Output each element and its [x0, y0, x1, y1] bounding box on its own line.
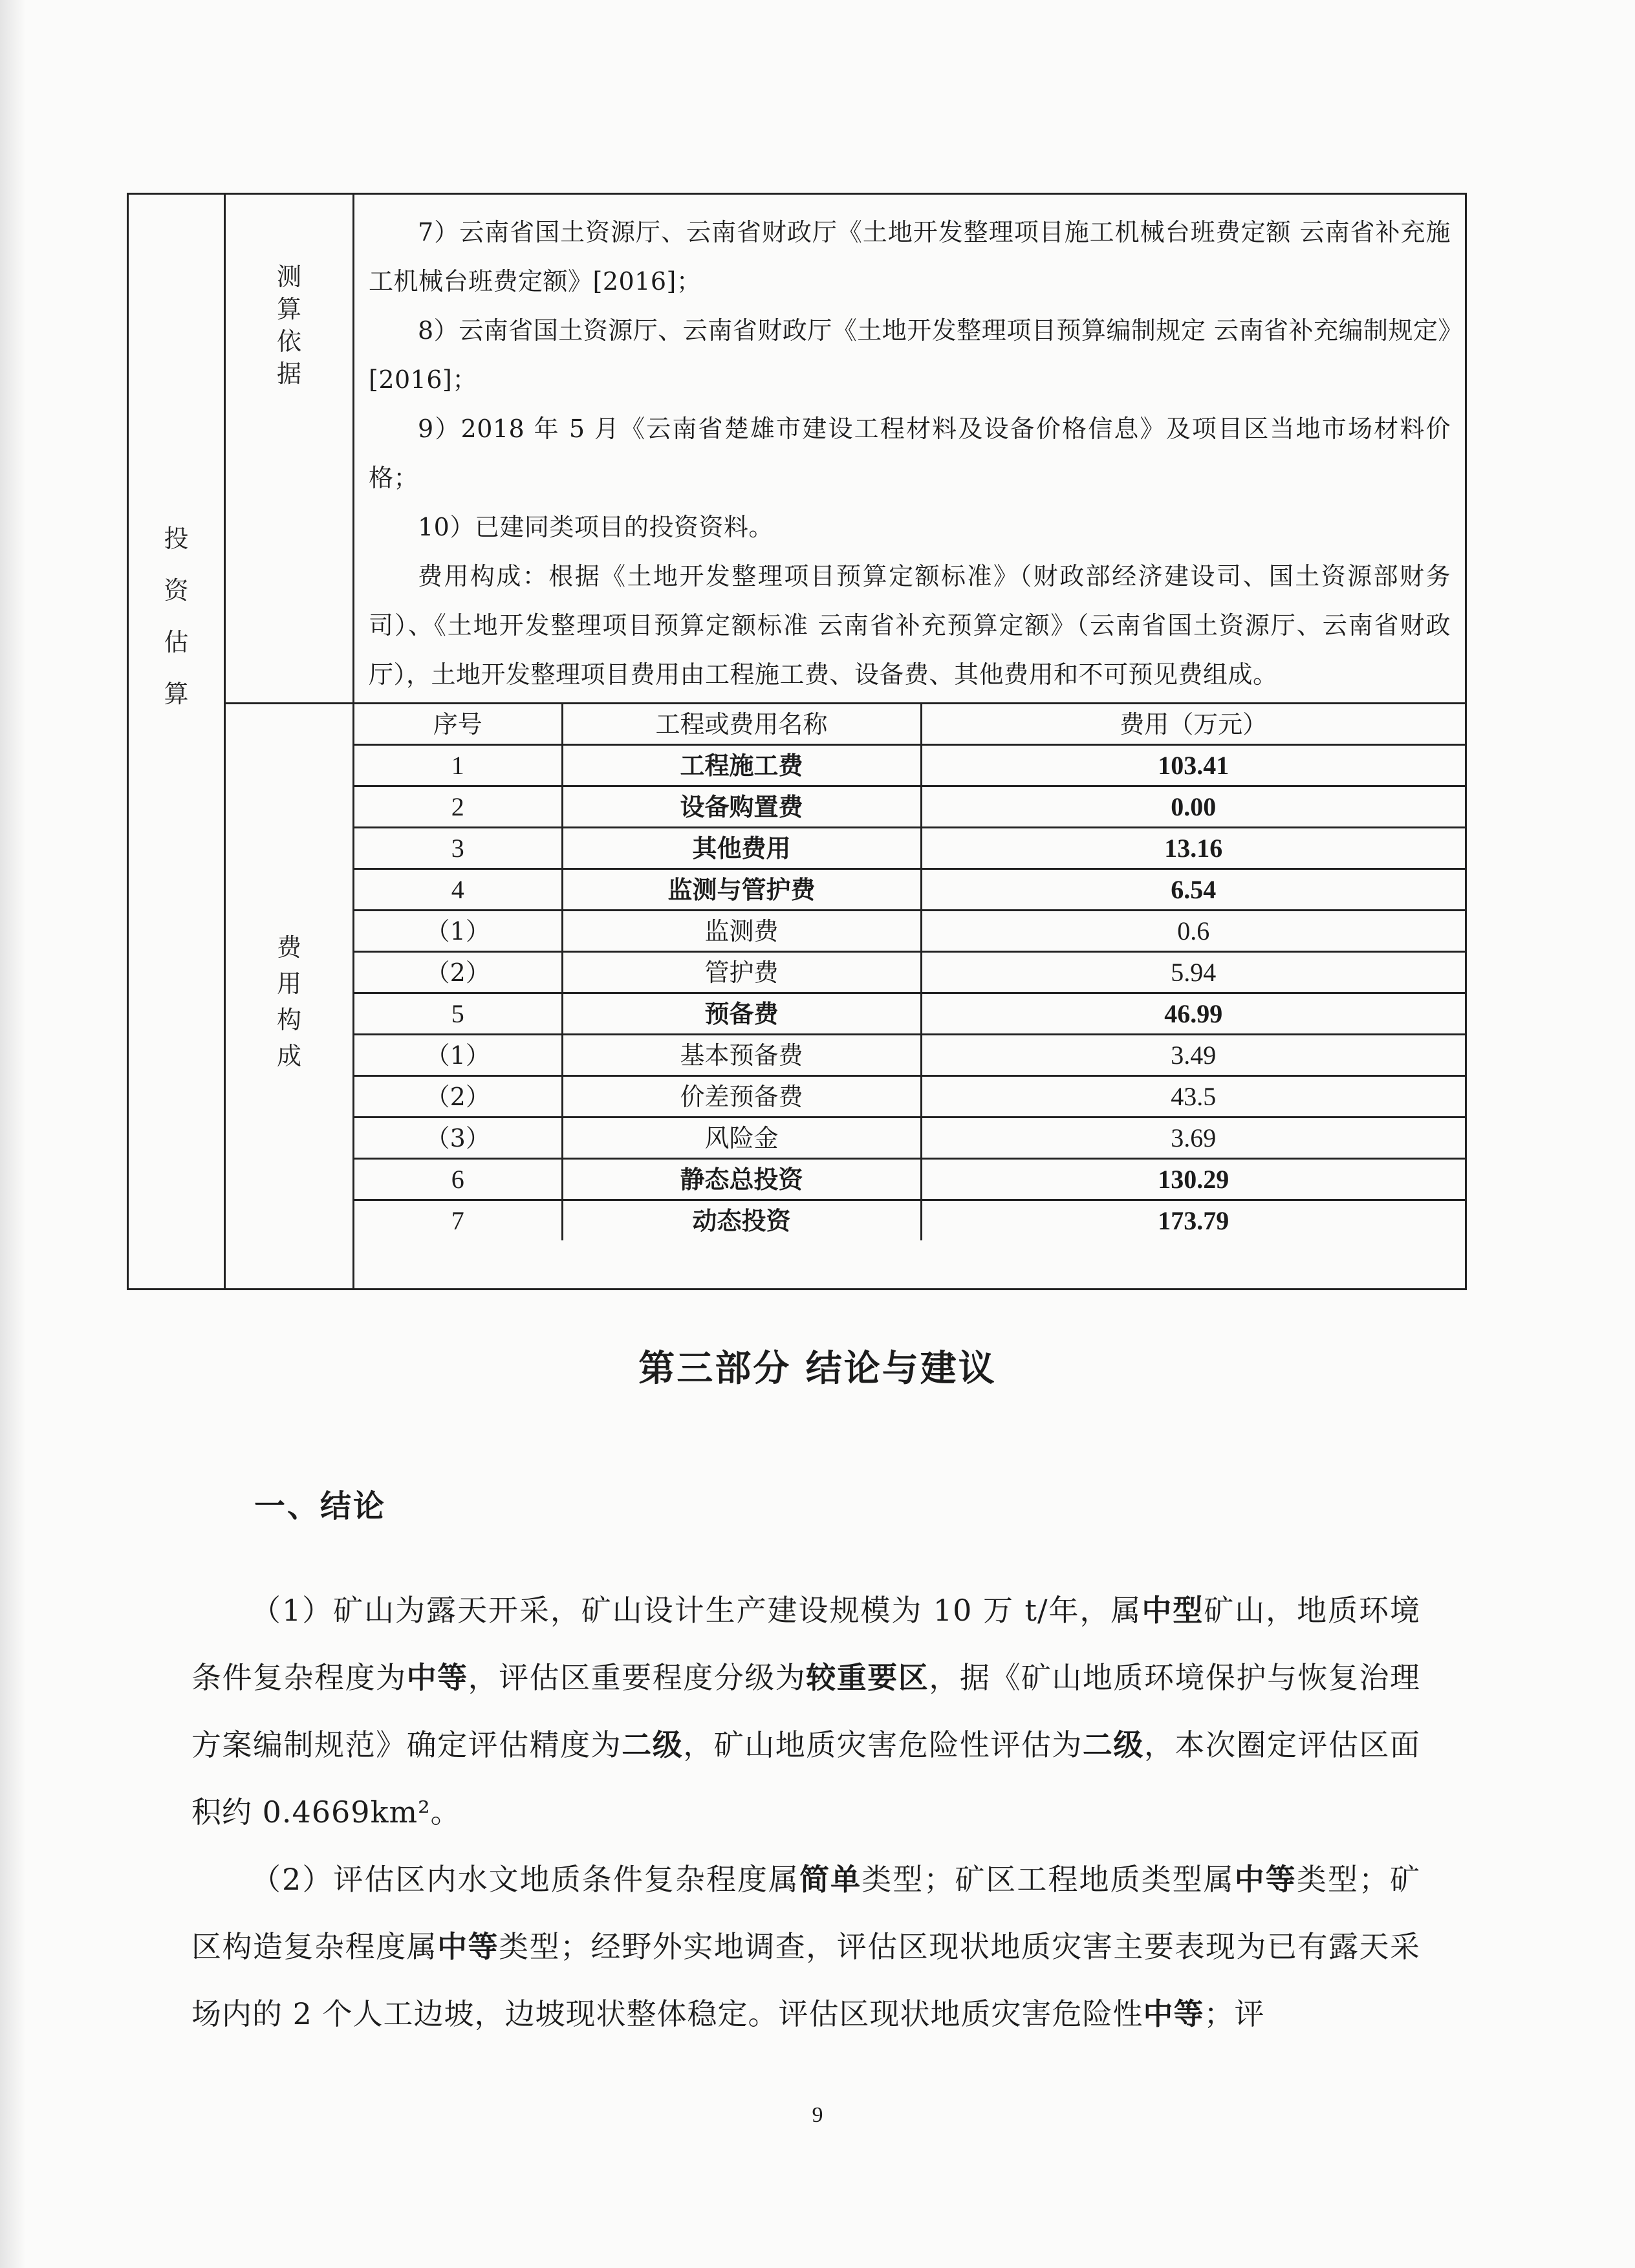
cost-row-name: 价差预备费 [562, 1076, 921, 1118]
investment-estimate-label: 投 资 估 算 [164, 524, 189, 708]
bold-term: 二级 [622, 1727, 684, 1762]
cost-row [354, 993, 1465, 1035]
text-run: 类型；经野外实地调查，评估区现状地质灾害主要表现为已有露天采场内的 2 个人工边坡，边坡现状整体稳定。评估区现状地质灾害危险性 [191, 1929, 1421, 2031]
cost-row-no: 5 [354, 993, 562, 1035]
investment-estimate-table [127, 193, 1467, 1290]
cost-row-no: （3） [354, 1118, 562, 1159]
cost-row-no: （1） [354, 911, 562, 952]
cost-row [354, 1159, 1465, 1200]
text-run: 类型；矿区工程地质类型属 [861, 1862, 1235, 1897]
header-name: 工程或费用名称 [562, 704, 921, 745]
text-run: ；评 [1204, 1996, 1265, 2031]
basis-item-7: 7）云南省国土资源厅、云南省财政厅《土地开发整理项目施工机械台班费定额 云南省补充施工机械台班费定额》[2016]； [369, 218, 1451, 296]
bold-term: 中等 [1143, 1996, 1204, 2031]
basis-item-9: 9）2018 年 5 月《云南省楚雄市建设工程材料及设备价格信息》及项目区当地市场材料价格； [369, 415, 1451, 492]
cost-row [354, 1035, 1465, 1076]
cost-row-name: 设备购置费 [562, 786, 921, 828]
cost-row-name: 动态投资 [562, 1200, 921, 1241]
text-run: ，据《矿山地质环境保护与恢复治理方案编制规范》确定评估精度为 [191, 1660, 1421, 1762]
cost-row-value: 0.6 [921, 911, 1465, 952]
cost-row-no: 4 [354, 869, 562, 911]
cost-row [354, 1200, 1465, 1241]
cost-row [354, 745, 1465, 786]
bold-term: 较重要区 [806, 1660, 929, 1695]
calculation-basis-text [354, 195, 1465, 704]
cost-row-name: 风险金 [562, 1118, 921, 1159]
cost-row-value: 3.69 [921, 1118, 1465, 1159]
bold-term: 中等 [1234, 1862, 1297, 1897]
text-run: ，矿山地质灾害危险性评估为 [683, 1727, 1083, 1762]
page-number: 9 [812, 2103, 823, 2127]
cost-row-no: 7 [354, 1200, 562, 1241]
cost-row-name: 其他费用 [562, 828, 921, 869]
cost-row-value: 0.00 [921, 786, 1465, 828]
cost-row-value: 13.16 [921, 828, 1465, 869]
cost-row [354, 952, 1465, 993]
cost-row-value: 6.54 [921, 869, 1465, 911]
header-no: 序号 [354, 704, 562, 745]
cost-row-value: 103.41 [921, 745, 1465, 786]
cost-row-name: 监测费 [562, 911, 921, 952]
cost-row-value: 130.29 [921, 1159, 1465, 1200]
cost-row [354, 828, 1465, 869]
calculation-basis-label: 测 算 依 据 [276, 263, 301, 388]
cost-row-name: 预备费 [562, 993, 921, 1035]
basis-item-10: 10）已建同类项目的投资资料。 [418, 513, 774, 541]
cost-row [354, 911, 1465, 952]
bold-term: 中等 [437, 1929, 499, 1964]
cost-row-no: （2） [354, 1076, 562, 1118]
cost-row [354, 869, 1465, 911]
cost-composition-note: 费用构成：根据《土地开发整理项目预算定额标准》（财政部经济建设司、国土资源部财务司）、《土地开发整理项目预算定额标准 云南省补充预算定额》（云南省国土资源厅、云南省财政厅），土地开发整理项目费用由工程施工费、设备费、其他费用和不可预见费组成。 [369, 562, 1451, 689]
cost-row-value: 3.49 [921, 1035, 1465, 1076]
cost-row-no: 3 [354, 828, 562, 869]
cost-table [354, 704, 1465, 1240]
conclusion-body [191, 1577, 1420, 2047]
conclusion-paragraph-2 [191, 1846, 1420, 2047]
cost-table-header [354, 704, 1465, 745]
part-title: 第三部分 结论与建议 [638, 1348, 997, 1390]
cost-row-name: 管护费 [562, 952, 921, 993]
cost-row [354, 1076, 1465, 1118]
conclusion-paragraph-1 [191, 1577, 1420, 1846]
cost-row-no: 6 [354, 1159, 562, 1200]
cost-row-no: 2 [354, 786, 562, 828]
text-run: （2）评估区内水文地质条件复杂程度属 [251, 1862, 800, 1897]
cost-row [354, 1118, 1465, 1159]
cost-row [354, 786, 1465, 828]
bold-term: 二级 [1082, 1727, 1144, 1762]
cost-row-name: 基本预备费 [562, 1035, 921, 1076]
text-run: 矿山，地质环境条件复杂程度为 [191, 1593, 1421, 1695]
text-run: ，本次圈定评估区面积约 0.4669km²。 [191, 1727, 1421, 1830]
cost-row-value: 43.5 [921, 1076, 1465, 1118]
cost-row-value: 173.79 [921, 1200, 1465, 1241]
bold-term: 简单 [799, 1862, 862, 1897]
header-cost: 费用（万元） [921, 704, 1465, 745]
cost-row-no: 1 [354, 745, 562, 786]
cost-row-value: 5.94 [921, 952, 1465, 993]
bold-term: 中等 [406, 1660, 468, 1695]
cost-row-name: 工程施工费 [562, 745, 921, 786]
cost-row-value: 46.99 [921, 993, 1465, 1035]
bold-term: 中型 [1142, 1593, 1204, 1628]
cost-composition-label: 费 用 构 成 [276, 933, 301, 1070]
scan-edge-shadow [0, 0, 26, 2268]
cost-row-no: （2） [354, 952, 562, 993]
text-run: 类型；矿区构造复杂程度属 [191, 1862, 1420, 1964]
text-run: ，评估区重要程度分级为 [468, 1660, 807, 1695]
section-title: 一、结论 [254, 1488, 387, 1524]
basis-item-8: 8）云南省国土资源厅、云南省财政厅《土地开发整理项目预算编制规定 云南省补充编制规定》[2016]； [369, 316, 1451, 394]
cost-row-name: 静态总投资 [562, 1159, 921, 1200]
cost-row-name: 监测与管护费 [562, 869, 921, 911]
text-run: （1）矿山为露天开采，矿山设计生产建设规模为 10 万 t/年，属 [251, 1593, 1142, 1628]
cost-row-no: （1） [354, 1035, 562, 1076]
